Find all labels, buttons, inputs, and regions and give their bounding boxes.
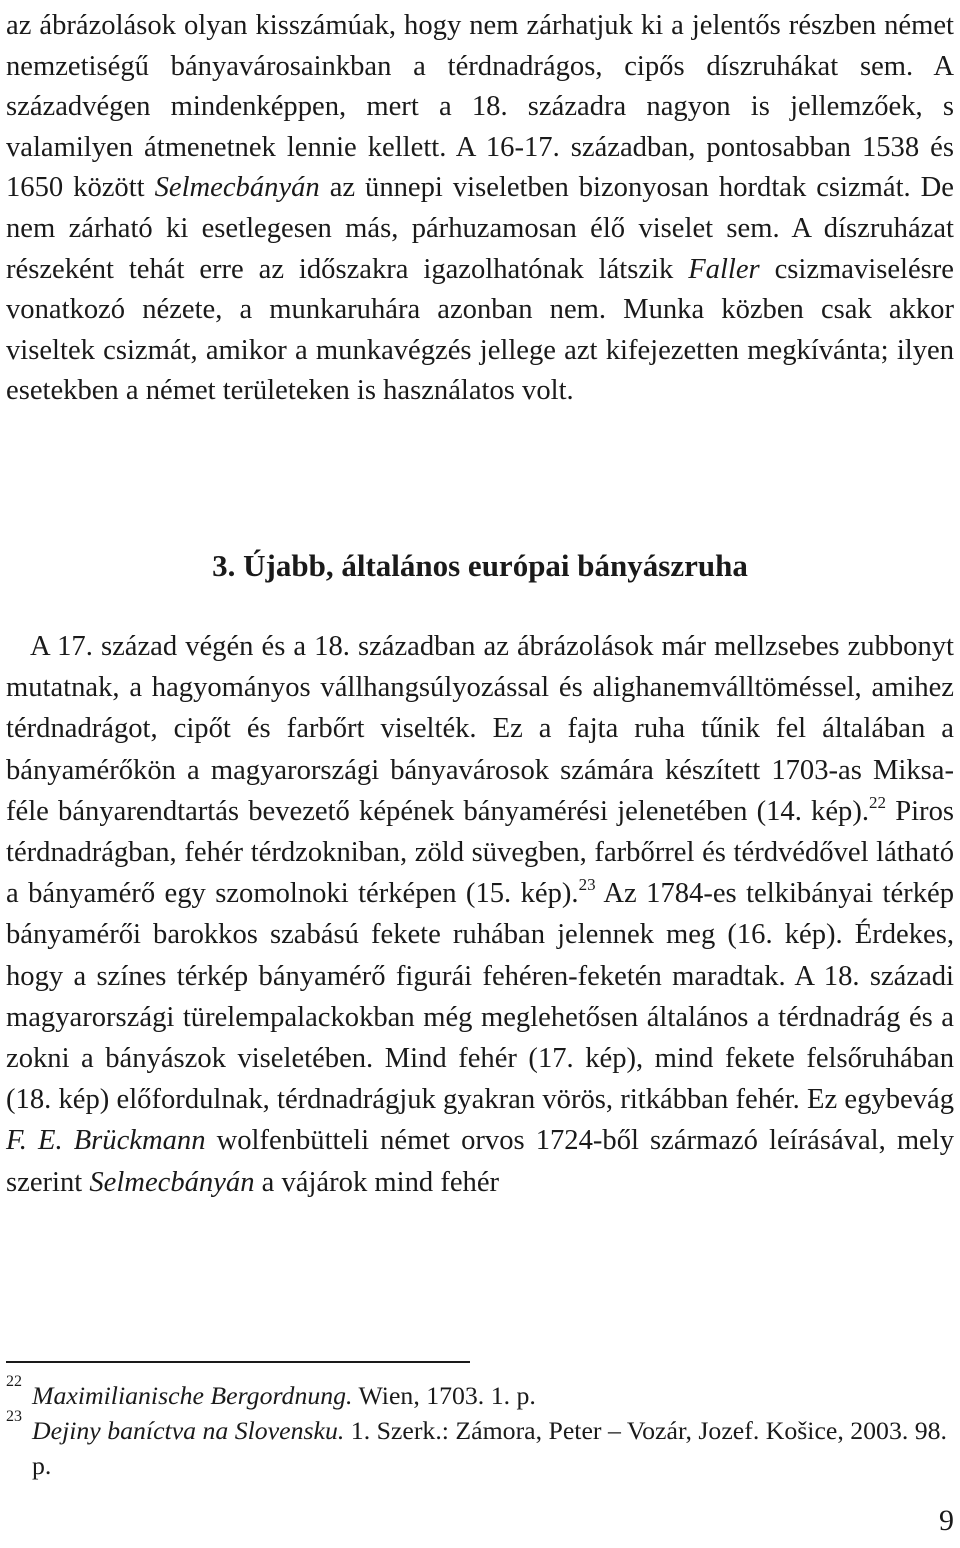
paragraph-text: csizmaviselésre vonatkozó nézete, a munkaruhára azonban nem. Munka közben csak akkor viseltek csizmát, amikor a munkavégzés jellege azt kifejezetten megkívánta; ilyen esetekben a német területeken is használatos volt. [6, 253, 954, 407]
footnote-text: 1. Szerk.: Zámora, Peter – Vozár, Jozef. Košice, 2003. 98. p. [32, 1416, 947, 1480]
paragraph-text: wolfenbütteli német orvos 1724-ből származó leírásával, mely szerint [6, 1125, 954, 1198]
page-number: 9 [939, 1504, 954, 1537]
paragraph-text: az ábrázolások olyan kisszámúak, hogy nem zárhatjuk ki a jelentős részben német nemzetiségű bányavárosainkban a térdnadrágos, cipős díszruhákat sem. A századvégen mindenképpen, mert a 18. századra nagyon is jellemzőek, s valamilyen átmenetnek lennie kellett. A 16-17. században, pontosabban 1538 és 1650 között [6, 10, 954, 204]
paragraph-text: A 17. század végén és a 18. században az ábrázolások már mellzsebes zubbonyt mutatnak, a hagyományos vállhangsúlyozással és alighanemválltöméssel, amihez térdnadrágot, cipőt és farbőrt viselték. Ez a fajta ruha tűnik fel általában a bányamérőkön a magyarországi bányavárosok számára készített 1703-as Miksa-féle bányarendtartás bevezető képének bányamérési jelenetében (14. kép). [6, 631, 954, 827]
footnote-23 [6, 1408, 954, 1483]
paragraph-text: a vájárok mind fehér [254, 1166, 500, 1198]
section-heading: 3. Újabb, általános európai bányászruha [212, 548, 748, 583]
footnote-title: Maximilianische Bergordnung. [32, 1381, 353, 1410]
italic-place-name: Selmecbányán [89, 1166, 255, 1198]
footnote-title: Dejiny baníctva na Slovensku. [32, 1416, 345, 1445]
paragraph-text: az ünnepi viseletben bizonyosan hordtak csizmát. De nem zárható ki esetlegesen más, párhuzamosan élő viselet sem. A díszruházat részeként tehát erre az időszakra igazolhatónak látszik [6, 172, 954, 285]
footnote-number: 23 [6, 1408, 22, 1425]
footnote-text: Wien, 1703. 1. p. [352, 1381, 536, 1410]
italic-person-name: F. E. Brückmann [6, 1125, 206, 1157]
footnote-number: 22 [6, 1373, 22, 1390]
footnotes [6, 1373, 954, 1483]
document-page [6, 0, 954, 1548]
footnote-22 [6, 1373, 954, 1413]
paragraph-text: Az 1784-es telkibányai térkép bányamérői barokkos szabású fekete ruhában jelennek meg (16. kép). Érdekes, hogy a színes térkép bányamérő figurái fehéren-feketén maradtak. A 18. századi magyarországi türelempalackokban még meglehetősen általános a térdnadrág és a zokni a bányászok viseletében. Mind fehér (17. kép), mind fekete felsőruhában (18. kép) előfordulnak, térdnadrágjuk gyakran vörös, ritkábban fehér. Ez egybevág [6, 878, 954, 1116]
body-paragraph-1 [6, 6, 954, 412]
footnote-reference[interactable]: 22 [869, 792, 886, 812]
body-paragraph-2 [6, 626, 954, 1203]
paragraph-text: Piros térdnadrágban, fehér térdzokniban, zöld süvegben, farbőrrel és térdvédővel látható a bányamérő egy szomolnoki térképen (15. kép). [6, 795, 954, 910]
footnote-separator [6, 1361, 470, 1363]
italic-place-name: Selmecbányán [154, 172, 320, 204]
footnote-reference[interactable]: 23 [578, 875, 596, 895]
italic-author-name: Faller [688, 253, 760, 285]
